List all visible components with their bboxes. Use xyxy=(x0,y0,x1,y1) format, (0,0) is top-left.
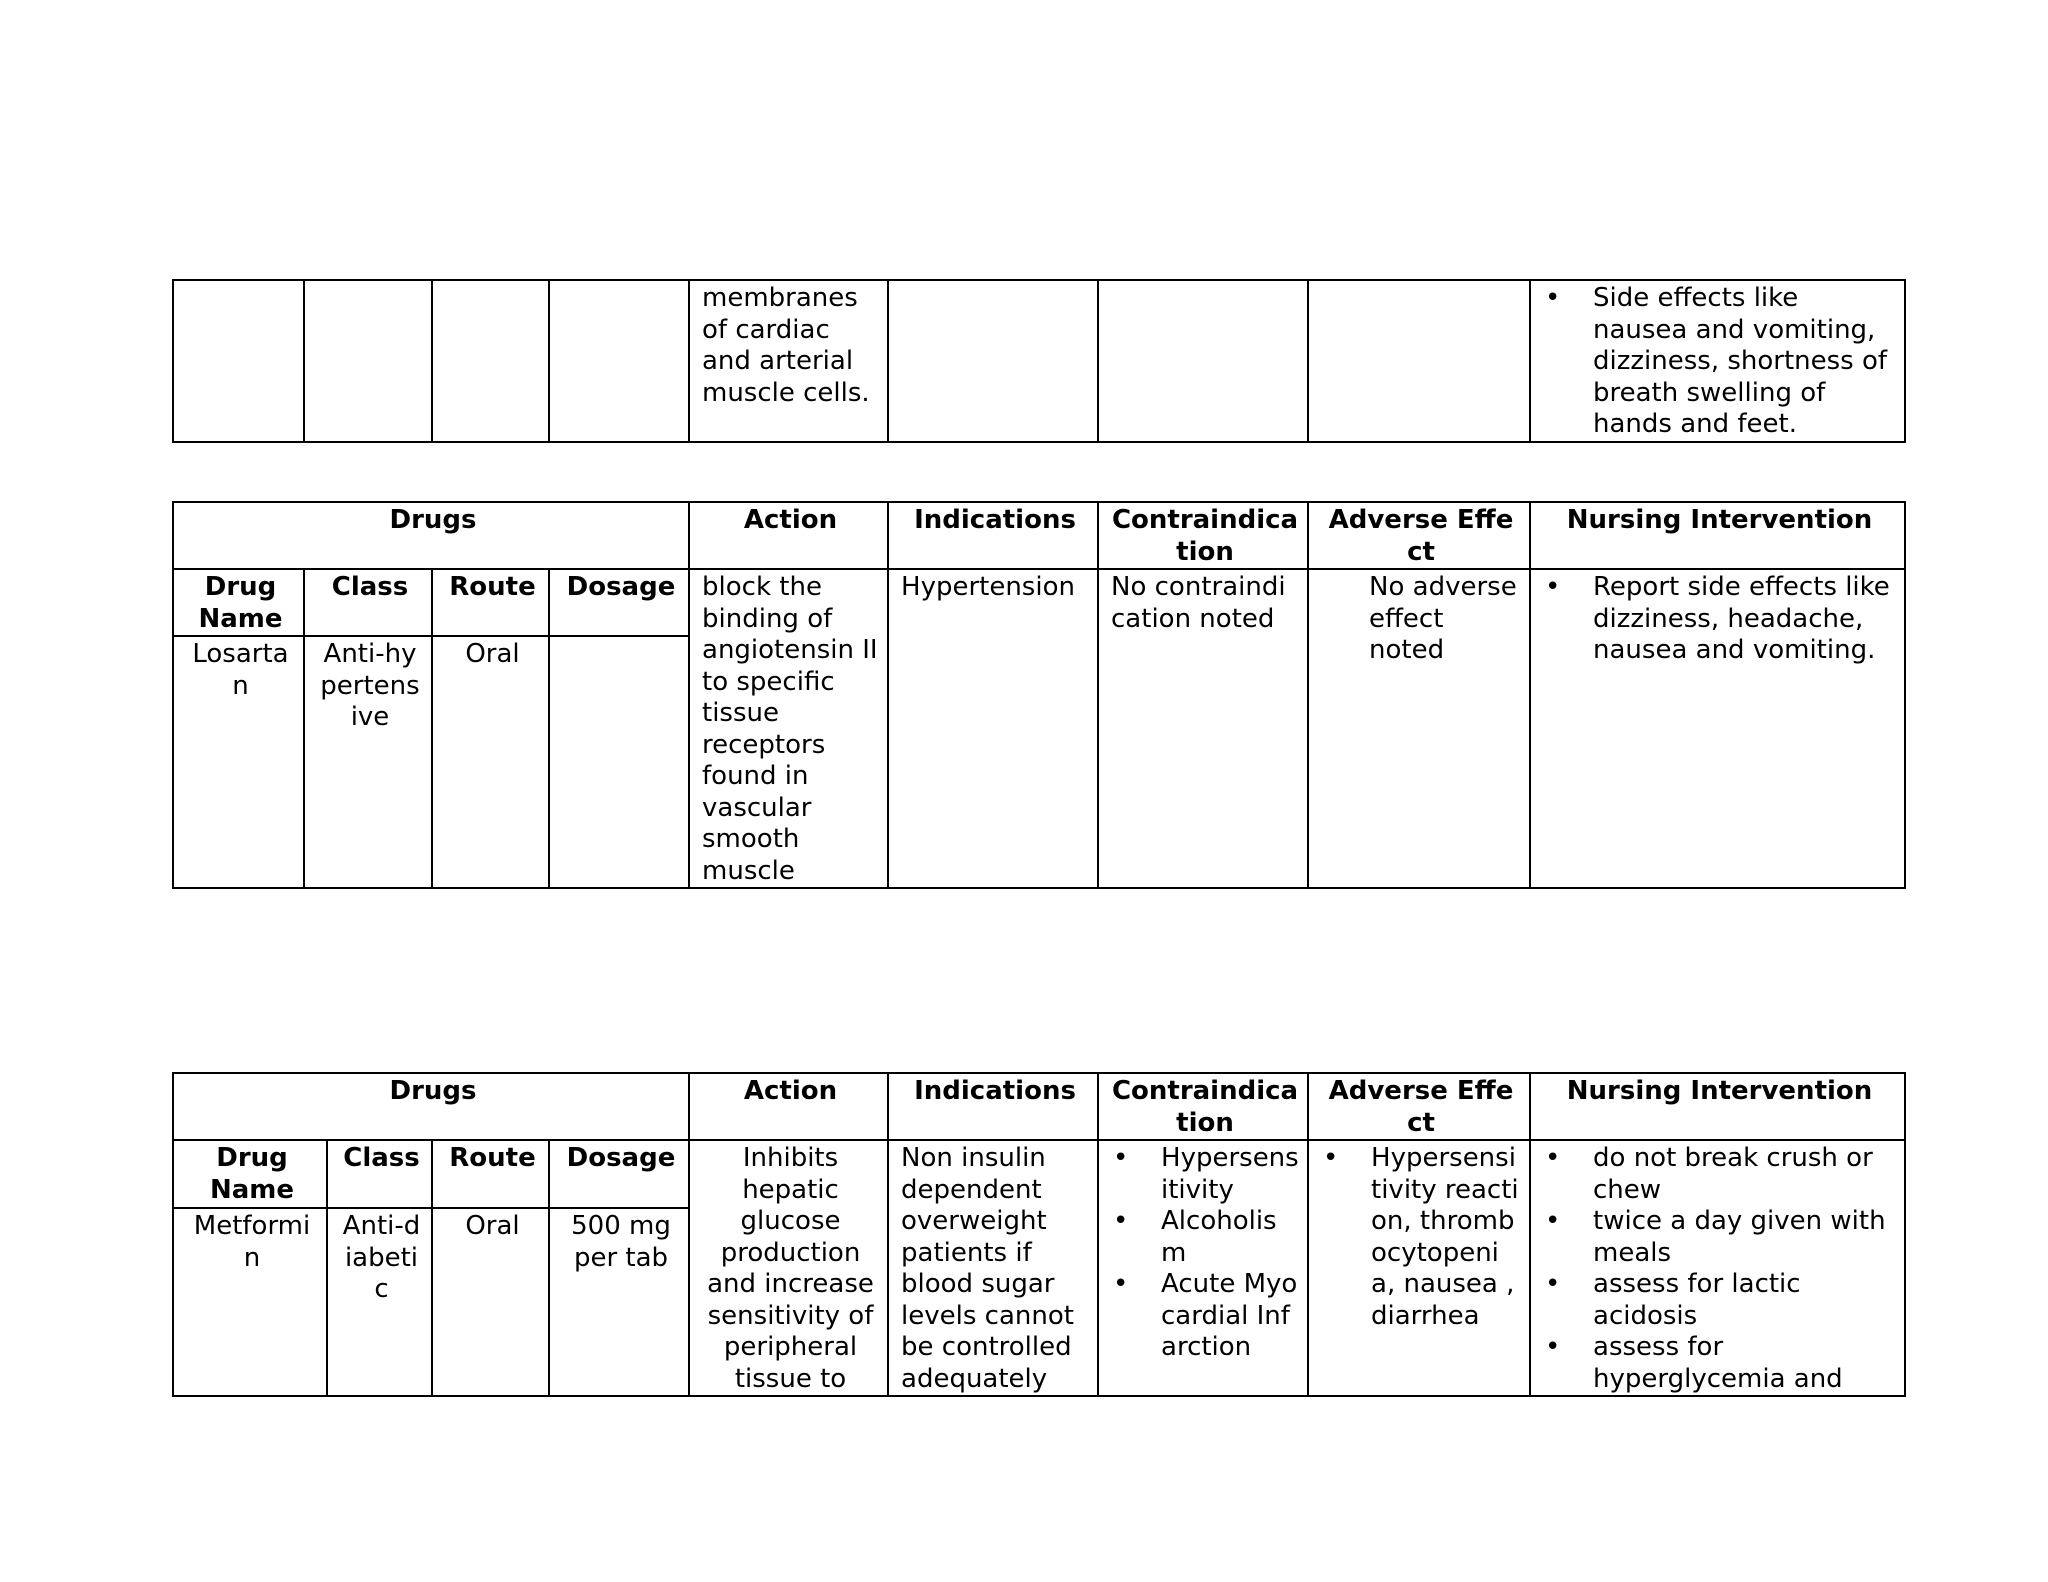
cell-empty xyxy=(549,280,689,442)
contraindication-item: • Alcoholism xyxy=(1111,1206,1299,1269)
losartan-class: Anti-hypertensive xyxy=(304,636,432,888)
metformin-drug-name: Metformin xyxy=(173,1208,327,1396)
cell-empty xyxy=(304,280,432,442)
losartan-dosage xyxy=(549,636,689,888)
nursing-item: • assess for lactic acidosis xyxy=(1543,1269,1896,1332)
adverse-item: • Hypersensitivity reaction, thrombocytopenia, nausea , diarrhea xyxy=(1321,1143,1521,1332)
header-indications: Indications xyxy=(888,1073,1098,1140)
metformin-dosage: 500 mg per tab xyxy=(549,1208,689,1396)
header-route: Route xyxy=(432,569,549,636)
header-action: Action xyxy=(689,1073,888,1140)
action-cell: membranes of cardiac and arterial muscle cells. xyxy=(689,280,888,442)
header-nursing-intervention: Nursing Intervention xyxy=(1530,502,1905,569)
header-indications: Indications xyxy=(888,502,1098,569)
metformin-action: Inhibits hepatic glucose production and increase sensitivity of peripheral tissue to xyxy=(689,1140,888,1396)
header-adverse-effect: Adverse Effect xyxy=(1308,1073,1530,1140)
metformin-route: Oral xyxy=(432,1208,549,1396)
header-drugs: Drugs xyxy=(173,1073,689,1140)
contraindication-item: • Hypersensitivity xyxy=(1111,1143,1299,1206)
cell-empty xyxy=(1098,280,1308,442)
header-class: Class xyxy=(304,569,432,636)
header-contraindication: Contraindication xyxy=(1098,502,1308,569)
losartan-table xyxy=(172,501,1906,889)
header-route: Route xyxy=(432,1140,549,1208)
header-nursing-intervention: Nursing Intervention xyxy=(1530,1073,1905,1140)
metformin-class: Anti-diabetic xyxy=(327,1208,432,1396)
header-contraindication: Contraindication xyxy=(1098,1073,1308,1140)
header-drug-name: Drug Name xyxy=(173,1140,327,1208)
losartan-route: Oral xyxy=(432,636,549,888)
losartan-contraindication: No contraindication noted xyxy=(1098,569,1308,888)
nursing-item: • Report side effects like dizziness, headache, nausea and vomiting. xyxy=(1543,572,1896,667)
nursing-item: • twice a day given with meals xyxy=(1543,1206,1896,1269)
cell-empty xyxy=(432,280,549,442)
header-dosage: Dosage xyxy=(549,569,689,636)
header-drugs: Drugs xyxy=(173,502,689,569)
losartan-action: block the binding of angiotensin II to specific tissue receptors found in vascular smooth muscle xyxy=(689,569,888,888)
continuation-table xyxy=(172,279,1906,443)
header-adverse-effect: Adverse Effect xyxy=(1308,502,1530,569)
losartan-drug-name: Losartan xyxy=(173,636,304,888)
nursing-item: • do not break crush or chew xyxy=(1543,1143,1896,1206)
cell-empty xyxy=(173,280,304,442)
header-class: Class xyxy=(327,1140,432,1208)
header-dosage: Dosage xyxy=(549,1140,689,1208)
metformin-table xyxy=(172,1072,1906,1397)
nursing-item: • Side effects like nausea and vomiting, dizziness, shortness of breath swelling of hands and feet. xyxy=(1543,283,1896,441)
metformin-nursing xyxy=(1530,1140,1905,1396)
losartan-nursing xyxy=(1530,569,1905,888)
metformin-contraindication xyxy=(1098,1140,1308,1396)
contraindication-item: • Acute Myocardial Infarction xyxy=(1111,1269,1299,1364)
cell-empty xyxy=(888,280,1098,442)
nursing-item: • assess for hyperglycemia and xyxy=(1543,1332,1896,1395)
cell-empty xyxy=(1308,280,1530,442)
header-drug-name: Drug Name xyxy=(173,569,304,636)
nursing-cell xyxy=(1530,280,1905,442)
losartan-adverse-effect: No adverse effect noted xyxy=(1308,569,1530,888)
metformin-indications: Non insulin dependent overweight patients if blood sugar levels cannot be controlled adequately xyxy=(888,1140,1098,1396)
header-action: Action xyxy=(689,502,888,569)
metformin-adverse-effect xyxy=(1308,1140,1530,1396)
losartan-indications: Hypertension xyxy=(888,569,1098,888)
